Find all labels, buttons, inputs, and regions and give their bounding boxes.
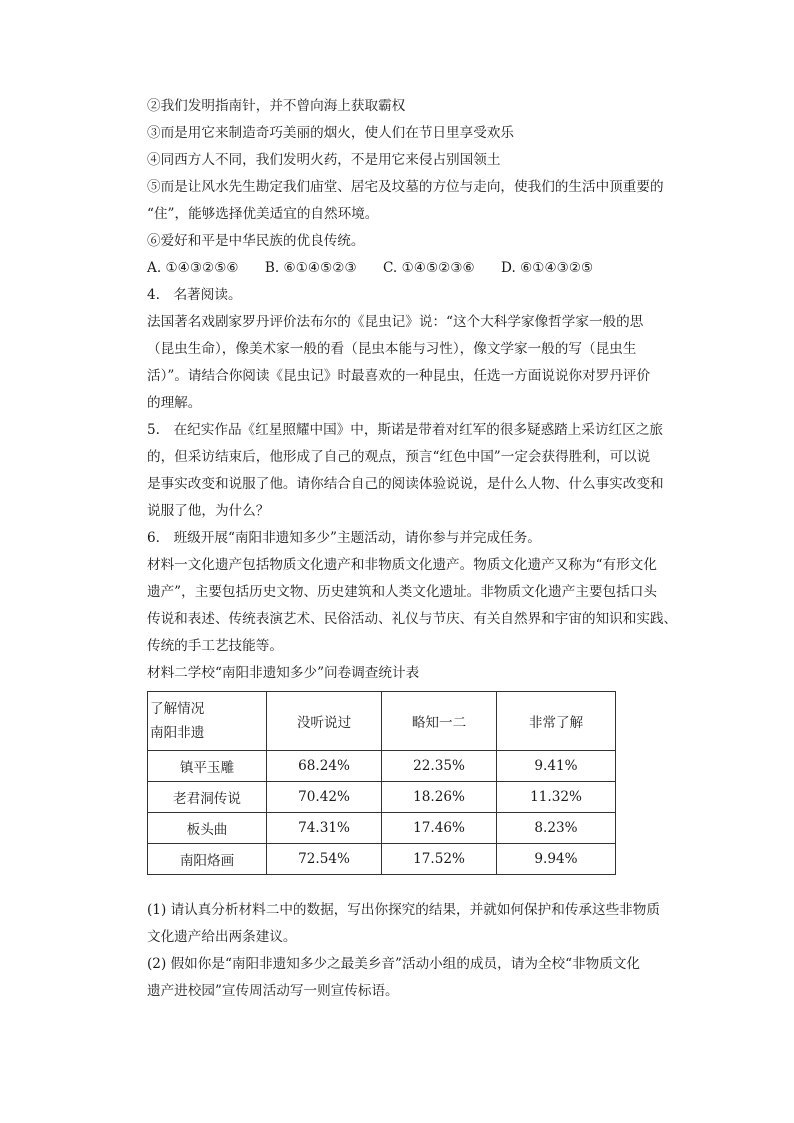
row-heritage-name: 镇平玉雕 bbox=[148, 751, 267, 782]
cell-value: 70.42% bbox=[267, 782, 382, 813]
cell-value: 9.94% bbox=[497, 844, 616, 875]
corner-top-label: 了解情况 bbox=[150, 701, 205, 717]
question-6-title: 6. 班级开展“南阳非遗知多少”主题活动，请你参与并完成任务。 bbox=[147, 530, 541, 546]
question-5-line: 5. 在纪实作品《红星照耀中国》中，斯诺是带着对红军的很多疑惑踏上采访红区之旅 bbox=[147, 422, 663, 438]
row-heritage-name: 板头曲 bbox=[148, 813, 267, 844]
table-row bbox=[148, 844, 616, 875]
option-c: C. ①④⑤②③⑥ bbox=[383, 260, 475, 276]
material-1-line: 材料一文化遗产包括物质文化遗产和非物质文化遗产。物质文化遗产又称为“有形文化 bbox=[147, 557, 657, 573]
cell-value: 9.41% bbox=[497, 751, 616, 782]
sub-question-2-line: 遗产进校园”宣传周活动写一则宣传标语。 bbox=[147, 983, 399, 999]
cell-value: 72.54% bbox=[267, 844, 382, 875]
question-5-line: 是事实改变和说服了他。请你结合自己的阅读体验说说，是什么人物、什么事实改变和 bbox=[147, 476, 664, 492]
cell-value: 17.46% bbox=[382, 813, 497, 844]
question-4-line: 活）”。请结合你阅读《昆虫记》时最喜欢的一种昆虫，任选一方面说说你对罗丹评价 bbox=[147, 368, 651, 384]
answer-options bbox=[147, 255, 687, 282]
material-2-title: 材料二学校“南阳非遗知多少”问卷调查统计表 bbox=[147, 665, 420, 681]
question-6 bbox=[147, 525, 687, 1005]
question-5-line: 说服了他，为什么？ bbox=[147, 503, 270, 519]
survey-table bbox=[147, 691, 616, 875]
table-row bbox=[148, 782, 616, 813]
corner-bottom-label: 南阳非遗 bbox=[150, 725, 205, 741]
sentence-4: ④同西方人不同，我们发明火药，不是用它来侵占别国领土 bbox=[147, 152, 501, 168]
sentence-3: ③而是用它来制造奇巧美丽的烟火，使人们在节日里享受欢乐 bbox=[147, 125, 515, 141]
question-4-title: 4. 名著阅读。 bbox=[147, 287, 242, 303]
header-never-heard: 没听说过 bbox=[267, 692, 382, 751]
material-1-line: 遗产”，主要包括历史文物、历史建筑和人类文化遗址。非物质文化遗产主要包括口头 bbox=[147, 584, 657, 600]
row-heritage-name: 老君洞传说 bbox=[148, 782, 267, 813]
header-know-well: 非常了解 bbox=[497, 692, 616, 751]
sentence-5: ⑤而是让风水先生勘定我们庙堂、居宅及坟墓的方位与走向，使我们的生活中顶重要的 bbox=[147, 179, 664, 195]
question-5-line: 的，但采访结束后，他形成了自己的观点，预言“红色中国”一定会获得胜利，可以说 bbox=[147, 449, 651, 465]
question-4 bbox=[147, 282, 687, 417]
table-row bbox=[148, 813, 616, 844]
question-4-line: 法国著名戏剧家罗丹评价法布尔的《昆虫记》说：“这个大科学家像哲学家一般的思 bbox=[147, 314, 644, 330]
cell-value: 68.24% bbox=[267, 751, 382, 782]
table-corner-cell bbox=[148, 692, 267, 751]
question-3-items bbox=[147, 93, 687, 282]
question-5 bbox=[147, 417, 687, 525]
option-b: B. ⑥①④⑤②③ bbox=[264, 260, 357, 276]
sentence-5-continued: “住”，能够选择优美适宜的自然环境。 bbox=[147, 206, 379, 222]
material-1-line: 传统的手工艺技能等。 bbox=[147, 638, 283, 654]
cell-value: 11.32% bbox=[497, 782, 616, 813]
sentence-2: ②我们发明指南针，并不曾向海上获取霸权 bbox=[147, 98, 406, 114]
question-4-line: （昆虫生命），像美术家一般的看（昆虫本能与习性），像文学家一般的写（昆虫生 bbox=[147, 341, 637, 357]
question-4-line: 的理解。 bbox=[147, 395, 202, 411]
cell-value: 8.23% bbox=[497, 813, 616, 844]
sub-question-1-line: 文化遗产给出两条建议。 bbox=[147, 929, 297, 945]
table-row bbox=[148, 751, 616, 782]
cell-value: 22.35% bbox=[382, 751, 497, 782]
sub-question-1-line: (1) 请认真分析材料二中的数据，写出你探究的结果，并就如何保护和传承这些非物质 bbox=[147, 902, 660, 918]
table-header-row bbox=[148, 692, 616, 751]
cell-value: 17.52% bbox=[382, 844, 497, 875]
sub-question-2-line: (2) 假如你是“南阳非遗知多少之最美乡音”活动小组的成员，请为全校“非物质文化 bbox=[147, 956, 641, 972]
option-a: A. ①④③②⑤⑥ bbox=[147, 260, 239, 276]
exam-page bbox=[147, 93, 687, 1005]
sentence-6: ⑥爱好和平是中华民族的优良传统。 bbox=[147, 233, 365, 249]
header-know-a-little: 略知一二 bbox=[382, 692, 497, 751]
row-heritage-name: 南阳烙画 bbox=[148, 844, 267, 875]
option-d: D. ⑥①④③②⑤ bbox=[501, 260, 594, 276]
material-1-line: 传说和表述、传统表演艺术、民俗活动、礼仪与节庆、有关自然界和宇宙的知识和实践、 bbox=[147, 611, 678, 627]
cell-value: 18.26% bbox=[382, 782, 497, 813]
cell-value: 74.31% bbox=[267, 813, 382, 844]
